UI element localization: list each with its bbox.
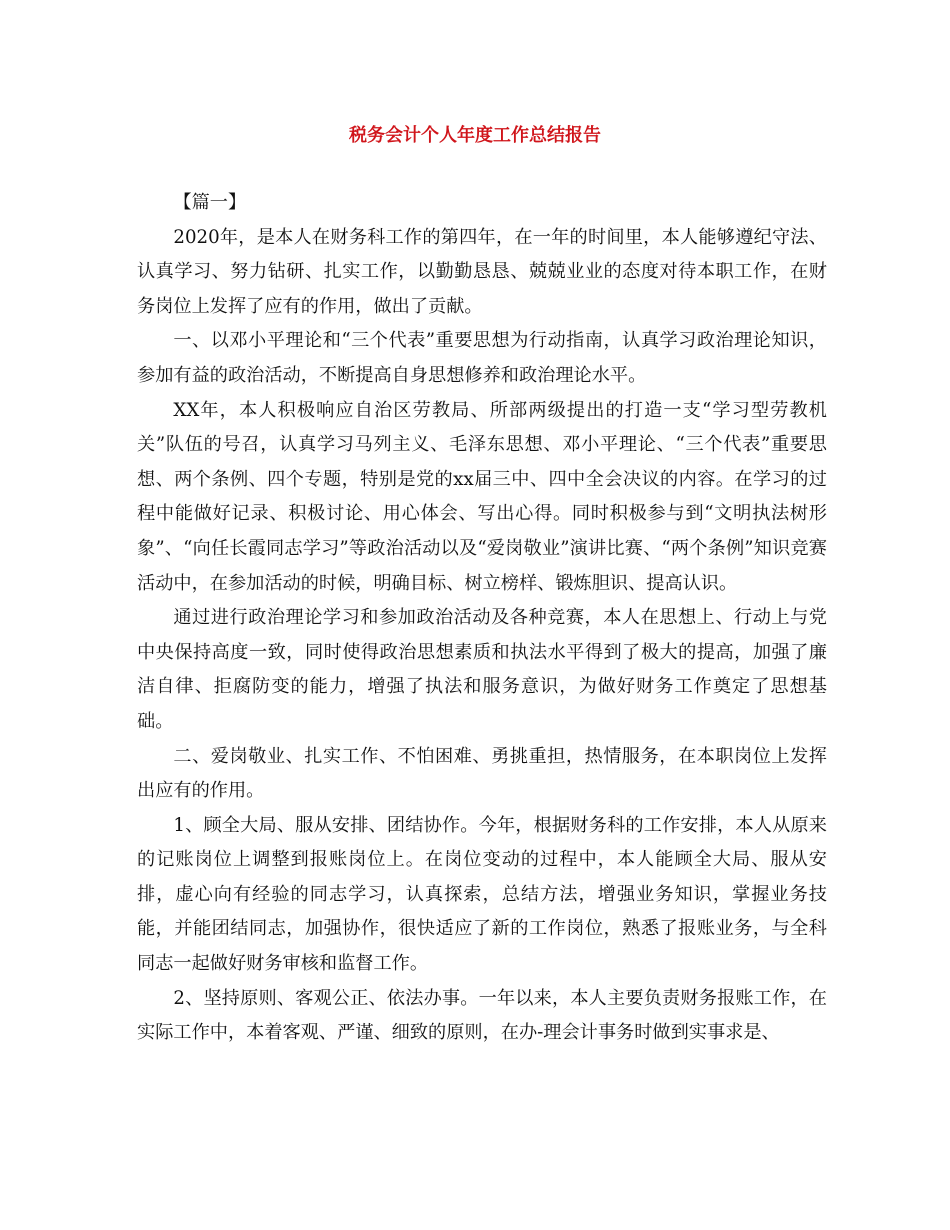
paragraph-intro: 2020年，是本人在财务科工作的第四年，在一年的时间里，本人能够遵纪守法、认真学习、努力钻研、扎实工作，以勤勤恳恳、兢兢业业的态度对待本职工作，在财务岗位上发挥了应有的作用，做出了贡献。	[137, 226, 827, 317]
paragraph-heading-political-study: 一、以邓小平理论和“三个代表”重要思想为行动指南，认真学习政治理论知识，参加有益的政治活动，不断提高自身思想修养和政治理论水平。	[137, 330, 827, 386]
paragraph-study-activities: XX年，本人积极响应自治区劳教局、所部两级提出的打造一支“学习型劳教机关”队伍的号召，认真学习马列主义、毛泽东思想、邓小平理论、“三个代表”重要思想、两个条例、四个专题，特别是党的xx届三中、四中全会决议的内容。在学习的过程中能做好记录、积极讨论、用心体会、写出心得。同时积极参与到“文明执法树形象”、“向任长霞同志学习”等政治活动以及“爱岗敬业”演讲比赛、“两个条例”知识竞赛活动中，在参加活动的时候，明确目标、树立榜样、锻炼胆识、提高认识。	[137, 399, 827, 594]
document-body	[137, 186, 827, 1051]
paragraph-study-results: 通过进行政治理论学习和参加政治活动及各种竞赛，本人在思想上、行动上与党中央保持高度一致，同时使得政治思想素质和执法水平得到了极大的提高，加强了廉洁自律、拒腐防变的能力，增强了执法和服务意识，为做好财务工作奠定了思想基础。	[137, 607, 827, 732]
section-label: 【篇一】	[173, 192, 247, 213]
paragraph-heading-dedication: 二、爱岗敬业、扎实工作、不怕困难、勇挑重担，热情服务，在本职岗位上发挥出应有的作用。	[137, 745, 827, 802]
paragraph-point-2: 2、坚持原则、客观公正、依法办事。一年以来，本人主要负责财务报账工作，在实际工作中，本着客观、严谨、细致的原则，在办-理会计事务时做到实事求是、	[137, 987, 827, 1044]
document-title: 税务会计个人年度工作总结报告	[349, 125, 601, 146]
paragraph-point-1: 1、顾全大局、服从安排、团结协作。今年，根据财务科的工作安排，本人从原来的记账岗位上调整到报账岗位上。在岗位变动的过程中，本人能顾全大局、服从安排，虚心向有经验的同志学习，认真探索，总结方法，增强业务知识，掌握业务技能，并能团结同志，加强协作，很快适应了新的工作岗位，熟悉了报账业务，与全科同志一起做好财务审核和监督工作。	[137, 814, 827, 975]
